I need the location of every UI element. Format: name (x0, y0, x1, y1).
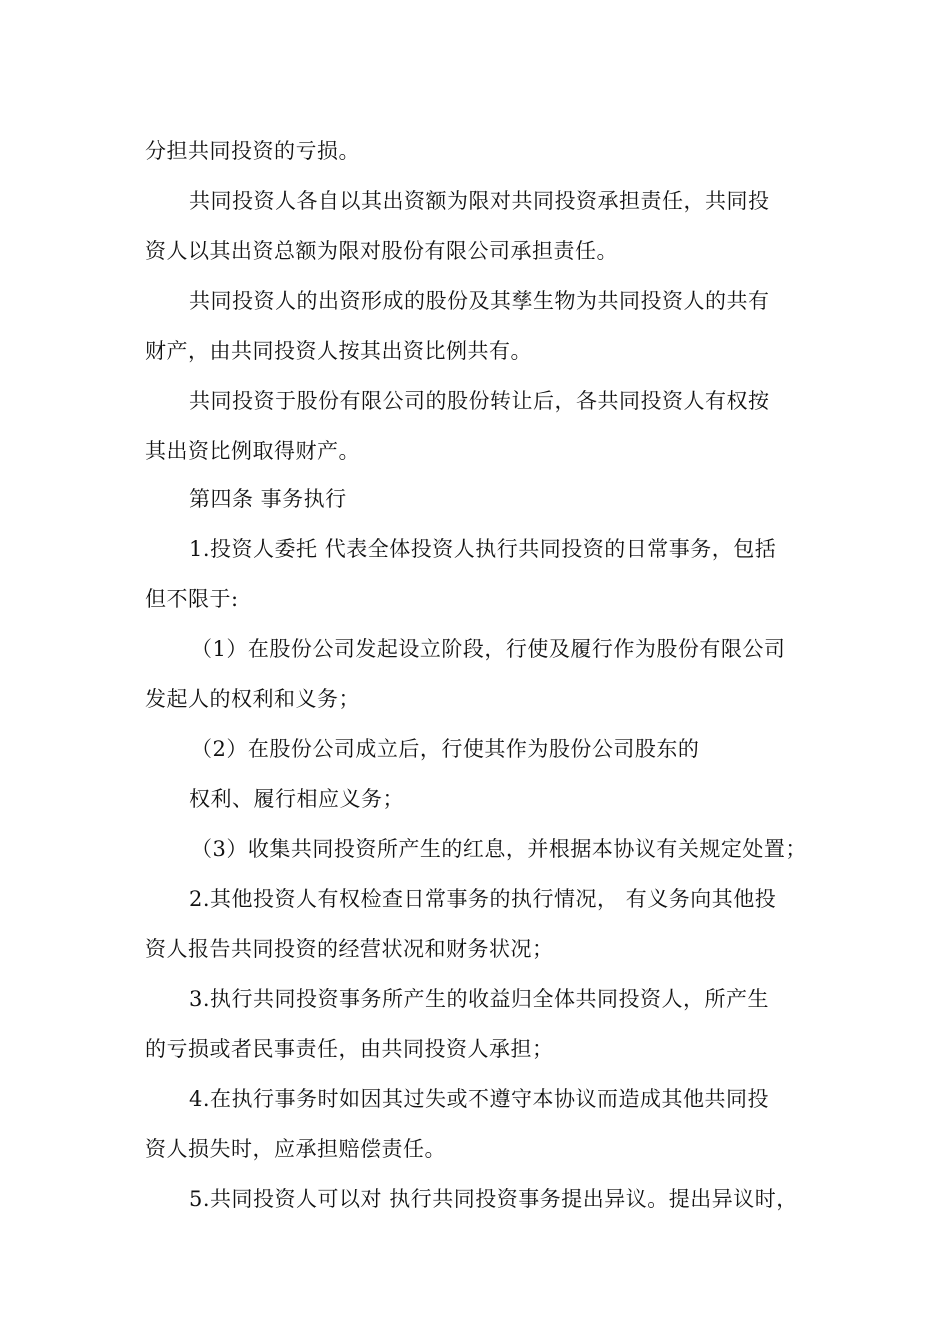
paragraph-line: 财产，由共同投资人按其出资比例共有。 (145, 339, 532, 363)
paragraph-line: 资人以其出资总额为限对股份有限公司承担责任。 (145, 239, 618, 263)
paragraph-line: 共同投资人的出资形成的股份及其孳生物为共同投资人的共有 (189, 289, 770, 313)
paragraph-line: 的亏损或者民事责任，由共同投资人承担； (145, 1037, 554, 1061)
paragraph-line: 分担共同投资的亏损。 (145, 139, 360, 163)
paragraph-line: 但不限于: (145, 587, 239, 611)
paragraph-line: 资人损失时，应承担赔偿责任。 (145, 1137, 446, 1161)
paragraph-line: 1.投资人委托 代表全体投资人执行共同投资的日常事务，包括 (189, 537, 777, 561)
paragraph-line: 4.在执行事务时如因其过失或不遵守本协议而造成其他共同投 (189, 1087, 770, 1111)
paragraph-line: 共同投资人各自以其出资额为限对共同投资承担责任，共同投 (189, 189, 770, 213)
paragraph-line: 其出资比例取得财产。 (145, 439, 360, 463)
paragraph-line: 发起人的权利和义务； (145, 687, 360, 711)
section-heading: 第四条 事务执行 (189, 487, 347, 511)
paragraph-line: （3）收集共同投资所产生的红息，并根据本协议有关规定处置； (191, 837, 807, 861)
paragraph-line: 资人报告共同投资的经营状况和财务状况； (145, 937, 554, 961)
paragraph-line: 3.执行共同投资事务所产生的收益归全体共同投资人，所产生 (189, 987, 770, 1011)
paragraph-line: 权利、履行相应义务； (189, 787, 404, 811)
paragraph-line: （1）在股份公司发起设立阶段，行使及履行作为股份有限公司 (191, 637, 786, 661)
paragraph-line: （2）在股份公司成立后，行使其作为股份公司股东的 (191, 737, 700, 761)
paragraph-line: 共同投资于股份有限公司的股份转让后，各共同投资人有权按 (189, 389, 770, 413)
paragraph-line: 5.共同投资人可以对 执行共同投资事务提出异议。提出异议时， (189, 1187, 798, 1211)
paragraph-line: 2.其他投资人有权检查日常事务的执行情况， 有义务向其他投 (189, 887, 777, 911)
